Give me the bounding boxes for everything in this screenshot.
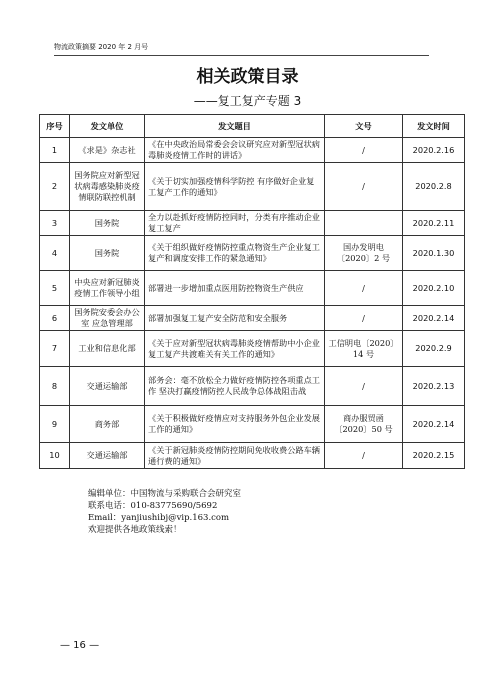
page-subtitle: ——复工复产专题 3 [193,94,302,108]
table-row [40,138,465,163]
table-row [40,271,465,306]
table-header-row [40,115,465,138]
page-number: — 16 — [60,640,100,651]
issue-date: 2020.2.14 [403,306,465,331]
column-header-date: 发文时间 [403,115,465,138]
document-title: 《关于积极做好疫情应对支持服务外包企业发展工作的通知》 [145,406,325,443]
issue-date: 2020.2.14 [403,406,465,443]
row-number: 7 [40,331,70,367]
row-number: 2 [40,163,70,211]
issue-date: 2020.2.13 [403,367,465,406]
document-title: 《关于组织做好疫情防控重点物资生产企业复工复产和调度安排工作的紧急通知》 [145,236,325,271]
row-number: 4 [40,236,70,271]
column-header-no: 序号 [40,115,70,138]
document-number: / [325,163,403,211]
issue-date: 2020.2.10 [403,271,465,306]
row-number: 1 [40,138,70,163]
document-title: 全力以赴抓好疫情防控同时，分类有序推动企业复工复产 [145,211,325,236]
issuing-unit: 《求是》杂志社 [70,138,145,163]
editor-unit: 编辑单位：中国物流与采购联合会研究室 [88,489,242,499]
document-number: 工信明电〔2020〕14 号 [325,331,403,367]
page-title: 相关政策目录 [196,67,299,87]
document-title: 《关于切实加强疫情科学防控 有序做好企业复工复产工作的通知》 [145,163,325,211]
table-row [40,406,465,443]
row-number: 9 [40,406,70,443]
issuing-unit: 交通运输部 [70,443,145,469]
document-number: / [325,271,403,306]
document-number: / [325,306,403,331]
column-header-ref: 文号 [325,115,403,138]
table-row [40,367,465,406]
issuing-unit: 商务部 [70,406,145,443]
issue-date: 2020.2.11 [403,211,465,236]
document-title: 部务会：毫不放松全力做好疫情防控各项重点工作 坚决打赢疫情防控人民战争总体战阻击战 [145,367,325,406]
document-number: / [325,138,403,163]
document-number [325,211,403,236]
issue-date: 2020.2.8 [403,163,465,211]
row-number: 8 [40,367,70,406]
table-row [40,163,465,211]
row-number: 5 [40,271,70,306]
contact-email: Email：yanjiushibj@vip.163.com [88,513,230,523]
issuing-unit: 国务院 [70,236,145,271]
policy-table [39,114,465,469]
table-row [40,331,465,367]
contact-info [88,488,241,536]
document-number: 商办服贸函〔2020〕50 号 [325,406,403,443]
issue-date: 2020.2.16 [403,138,465,163]
column-header-unit: 发文单位 [70,115,145,138]
document-title: 部署加强复工复产安全防范和安全服务 [145,306,325,331]
welcome-note: 欢迎提供各地政策线索！ [88,525,182,535]
table-row [40,443,465,469]
row-number: 6 [40,306,70,331]
running-header: 物流政策摘要 2020 年 2 月号 [54,42,429,56]
table-row [40,211,465,236]
row-number: 10 [40,443,70,469]
document-number: / [325,443,403,469]
document-title: 部署进一步增加重点医用防控物资生产供应 [145,271,325,306]
issue-date: 2020.2.15 [403,443,465,469]
issuing-unit: 中央应对新冠肺炎疫情工作领导小组 [70,271,145,306]
column-header-title: 发文题目 [145,115,325,138]
table-row [40,306,465,331]
row-number: 3 [40,211,70,236]
contact-phone: 联系电话：010-83775690/5692 [88,501,218,511]
document-title: 《关于应对新型冠状病毒肺炎疫情帮助中小企业复工复产共渡难关有关工作的通知》 [145,331,325,367]
issuing-unit: 国务院应对新型冠状病毒感染肺炎疫情联防联控机制 [70,163,145,211]
document-number: 国办发明电〔2020〕2 号 [325,236,403,271]
document-title: 《在中央政治局常委会会议研究应对新型冠状病毒肺炎疫情工作时的讲话》 [145,138,325,163]
issuing-unit: 国务院 [70,211,145,236]
issuing-unit: 交通运输部 [70,367,145,406]
issue-date: 2020.2.9 [403,331,465,367]
issue-date: 2020.1.30 [403,236,465,271]
document-title: 《关于新冠肺炎疫情防控期间免收收费公路车辆通行费的通知》 [145,443,325,469]
document-number: / [325,367,403,406]
table-row [40,236,465,271]
issuing-unit: 工业和信息化部 [70,331,145,367]
issuing-unit: 国务院安委会办公室 应急管理部 [70,306,145,331]
